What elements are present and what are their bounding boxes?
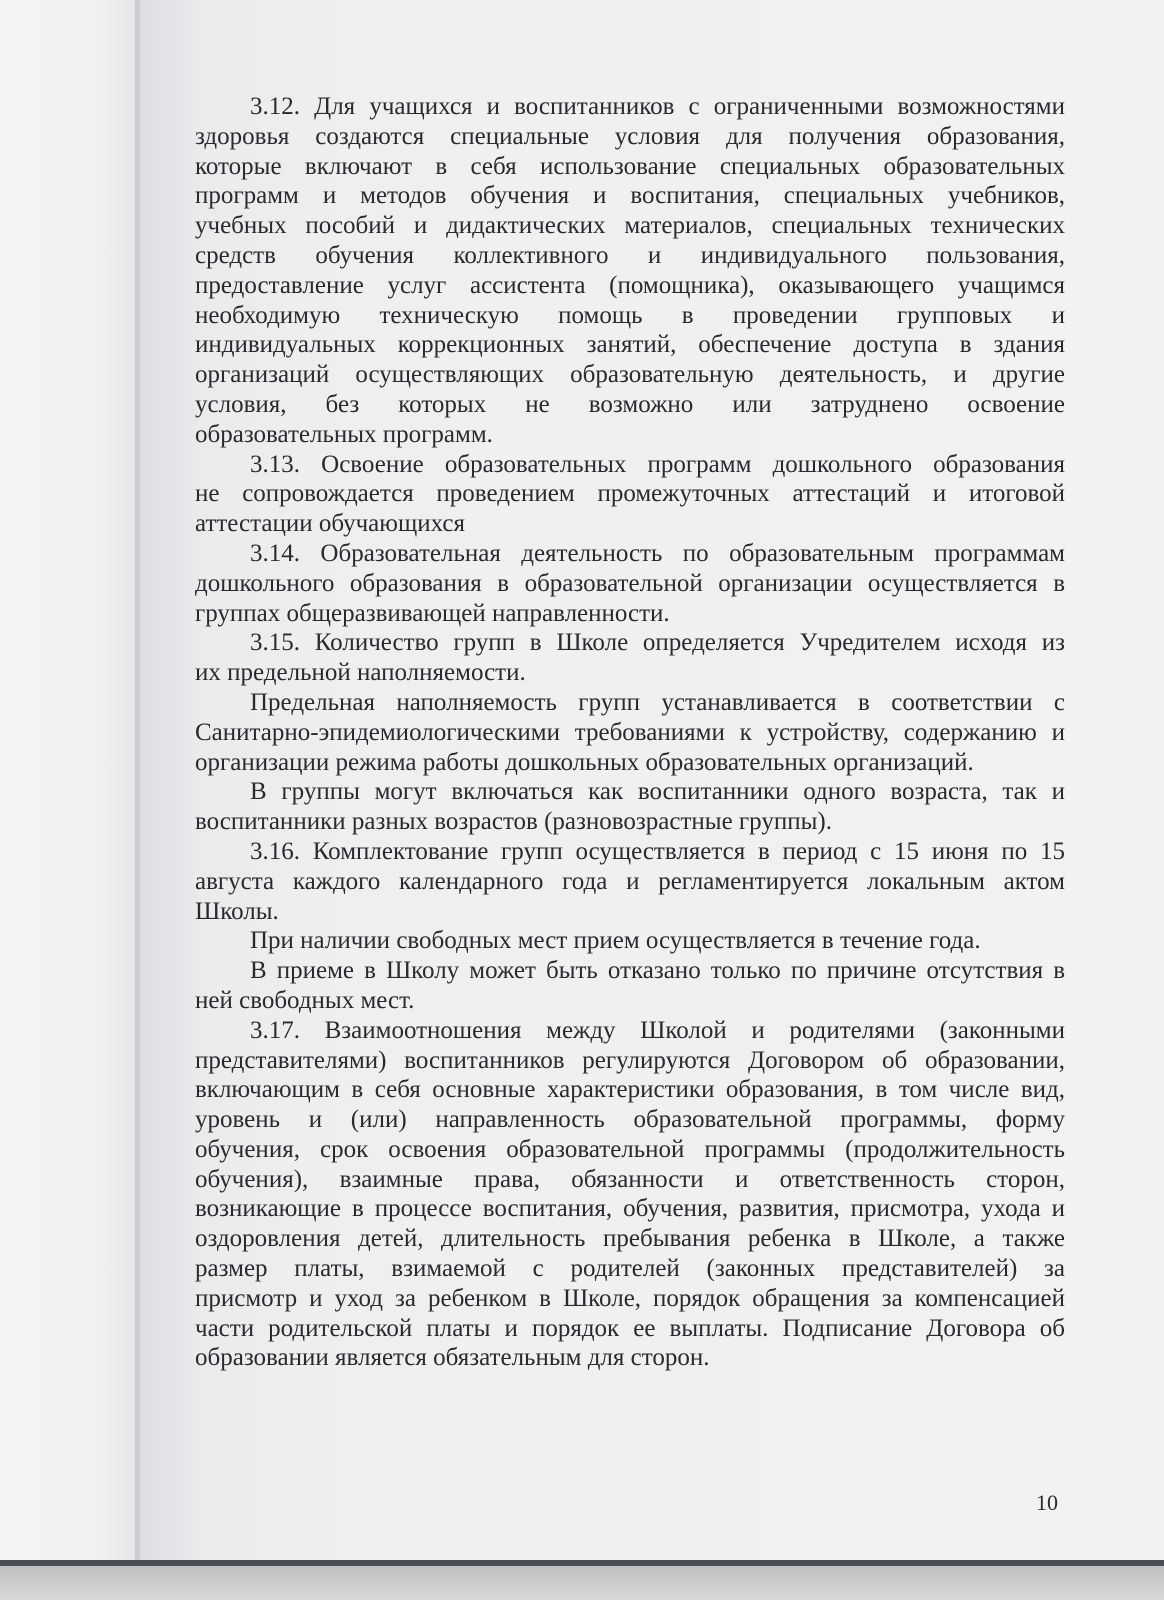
text-line: средств обучения коллективного и индивидуального пользования, <box>195 241 1065 269</box>
text-line: группах общеразвивающей направленности. <box>195 599 670 627</box>
text-line: индивидуальных коррекционных занятий, обеспечение доступа в здания <box>195 331 1065 359</box>
text-line: дошкольного образования в образовательной организации осуществляется в <box>195 569 1065 597</box>
text-line: не сопровождается проведением промежуточных аттестаций и итоговой <box>195 480 1065 508</box>
text-line: уровень и (или) направленность образовательной программы, форму <box>195 1106 1065 1134</box>
text-line: предоставление услуг ассистента (помощника), оказывающего учащимся <box>195 271 1065 299</box>
text-line: включающим в себя основные характеристики образования, в том числе вид, <box>195 1076 1065 1104</box>
scanner-background <box>0 1566 1164 1600</box>
text-line: оздоровления детей, длительность пребывания ребенка в Школе, а также <box>195 1225 1065 1253</box>
text-line: образовании является обязательным для сторон. <box>195 1344 710 1372</box>
text-line: части родительской платы и порядок ее выплаты. Подписание Договора об <box>195 1314 1065 1342</box>
text-line: аттестации обучающихся <box>195 510 465 538</box>
text-line: программ и методов обучения и воспитания, специальных учебников, <box>195 182 1065 210</box>
text-line: В группы могут включаться как воспитанники одного возраста, так и <box>250 778 1065 806</box>
text-line: Санитарно-эпидемиологическими требованиями к устройству, содержанию и <box>195 718 1065 746</box>
text-line: условия, без которых не возможно или затруднено освоение <box>195 390 1065 418</box>
text-line: размер платы, взимаемой с родителей (законных представителей) за <box>195 1255 1065 1283</box>
text-line: ней свободных мест. <box>195 986 415 1014</box>
text-line: 3.14. Образовательная деятельность по образовательным программам <box>250 539 1065 567</box>
text-line: Школы. <box>195 897 279 925</box>
text-line: необходимую техническую помощь в проведении групповых и <box>195 301 1065 329</box>
text-line: 3.13. Освоение образовательных программ дошкольного образования <box>250 450 1065 478</box>
text-line: представителями) воспитанников регулируются Договором об образовании, <box>195 1046 1065 1074</box>
text-line: которые включают в себя использование специальных образовательных <box>195 152 1065 180</box>
text-line: их предельной наполняемости. <box>195 659 526 687</box>
text-line: 3.16. Комплектование групп осуществляется в период с 15 июня по 15 <box>250 837 1065 865</box>
text-line: организации режима работы дошкольных образовательных организаций. <box>195 748 974 776</box>
text-line: учебных пособий и дидактических материалов, специальных технических <box>195 212 1065 240</box>
text-line: 3.15. Количество групп в Школе определяется Учредителем исходя из <box>250 629 1065 657</box>
page-number: 10 <box>1036 1490 1058 1515</box>
text-line: воспитанники разных возрастов (разновозрастные группы). <box>195 808 832 836</box>
text-line: образовательных программ. <box>195 420 493 448</box>
text-line: присмотр и уход за ребенком в Школе, порядок обращения за компенсацией <box>195 1284 1065 1312</box>
text-line: В приеме в Школу может быть отказано только по причине отсутствия в <box>250 957 1065 985</box>
text-line: Предельная наполняемость групп устанавливается в соответствии с <box>250 688 1065 716</box>
text-line: возникающие в процессе воспитания, обучения, развития, присмотра, ухода и <box>195 1195 1065 1223</box>
document-body <box>195 92 1065 1373</box>
text-line: организаций осуществляющих образовательную деятельность, и другие <box>195 361 1065 389</box>
text-line: здоровья создаются специальные условия для получения образования, <box>195 122 1065 150</box>
text-line: августа каждого календарного года и регламентируется локальным актом <box>195 867 1065 895</box>
text-line: обучения), взаимные права, обязанности и ответственность сторон, <box>195 1165 1065 1193</box>
text-line: обучения, срок освоения образовательной программы (продолжительность <box>195 1135 1065 1163</box>
text-line: 3.12. Для учащихся и воспитанников с ограниченными возможностями <box>250 93 1065 120</box>
text-line: При наличии свободных мест прием осуществляется в течение года. <box>250 927 981 955</box>
left-page-edge <box>0 0 135 1565</box>
text-line: 3.17. Взаимоотношения между Школой и родителями (законными <box>250 1016 1065 1044</box>
